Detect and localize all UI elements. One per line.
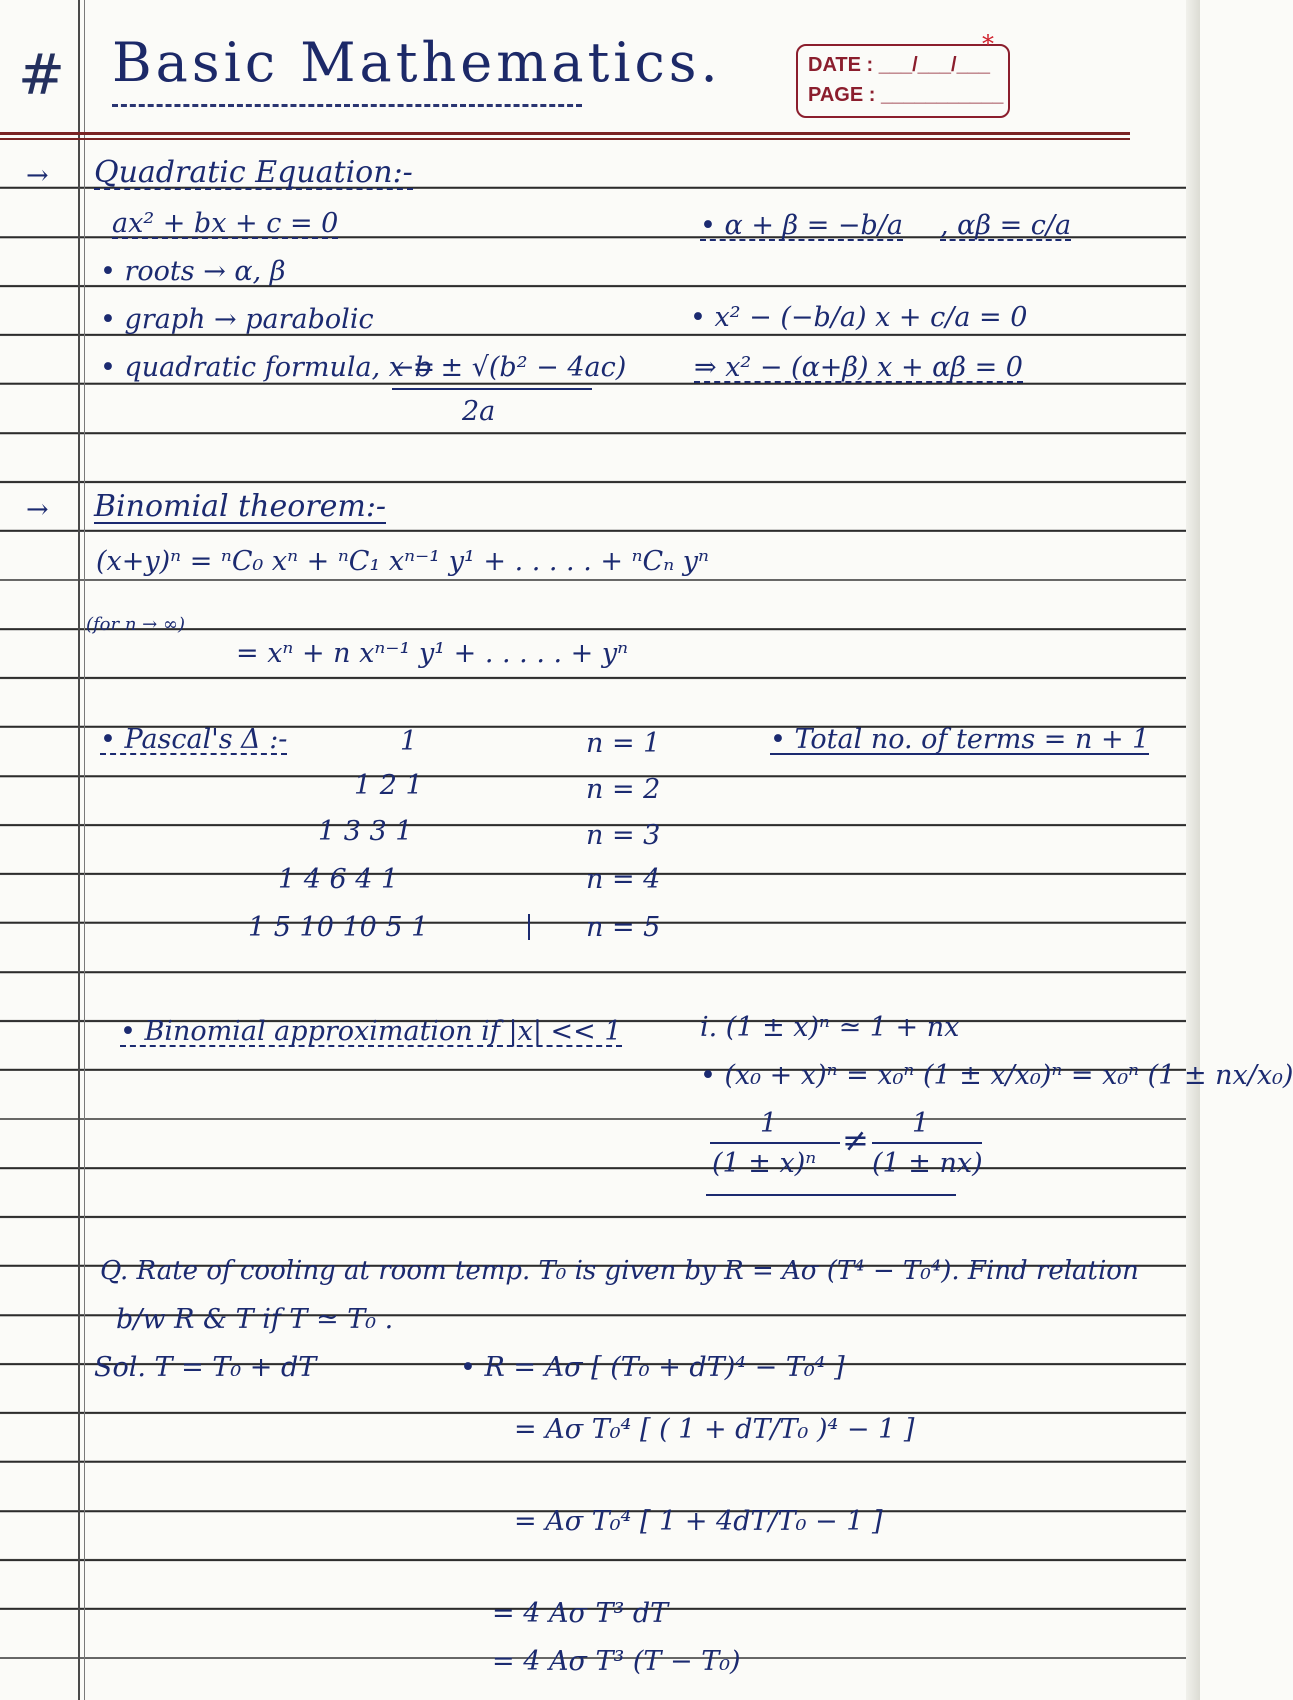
formed-equation-2: ⇒ x² − (α+β) x + αβ = 0 — [694, 352, 1023, 383]
pascal-n-value: n = 3 — [586, 820, 661, 851]
sum-of-roots: • α + β = −b/a — [700, 210, 904, 241]
binomial-side-note: (for n → ∞) — [86, 614, 185, 635]
roots-note: • roots → α, β — [100, 256, 286, 287]
question-line-1: Q. Rate of cooling at room temp. T₀ is given by R = Aσ (T⁴ − T₀⁴). Find relation — [100, 1256, 1139, 1286]
quadratic-formula-label: • quadratic formula, x = — [100, 352, 436, 383]
quadratic-equation: ax² + bx + c = 0 — [112, 208, 339, 239]
pascal-n-value: n = 2 — [586, 774, 661, 805]
pascal-row: 1 4 6 4 1 — [278, 864, 399, 895]
arrow-icon: → — [26, 494, 49, 525]
solution-label: Sol. T = T₀ + dT — [94, 1352, 317, 1383]
star-icon: * — [982, 30, 994, 58]
graph-note: • graph → parabolic — [100, 304, 374, 335]
formed-equation-1: • x² − (−b/a) x + c/a = 0 — [690, 302, 1028, 333]
pascal-n-value: n = 4 — [586, 864, 661, 895]
pascal-row: 1 5 10 10 5 1 — [248, 912, 429, 943]
approximation-eq-3-numerator: 1 — [760, 1108, 778, 1139]
quadratic-heading: Quadratic Equation:- — [94, 155, 413, 190]
quadratic-formula-numerator: −b ± √(b² − 4ac) — [392, 352, 627, 383]
binomial-heading: Binomial theorem:- — [94, 489, 387, 524]
solution-step-5: = 4 Aσ T³ (T − T₀) — [492, 1646, 741, 1677]
margin-line-inner — [84, 0, 85, 1700]
total-terms-note: • Total no. of terms = n + 1 — [770, 724, 1150, 755]
date-label: DATE : ___/___/___ — [808, 54, 990, 76]
fraction-bar — [392, 388, 592, 390]
fraction-bar — [710, 1142, 840, 1144]
arrow-icon: → — [26, 160, 49, 191]
pascal-n-value: n = 5 — [586, 912, 661, 943]
approximation-eq-3-denominator: (1 ± x)ⁿ — [712, 1148, 817, 1179]
pascal-row: 1 2 1 — [354, 770, 423, 801]
pascal-row: 1 3 3 1 — [318, 816, 413, 847]
question-line-2: b/w R & T if T ≃ T₀ . — [116, 1304, 394, 1335]
title-underline — [112, 104, 582, 107]
not-equal-sign: ≠ — [842, 1121, 869, 1159]
solution-step-2: = Aσ T₀⁴ [ ( 1 + dT/T₀ )⁴ − 1 ] — [514, 1414, 915, 1445]
page-label: PAGE : ___________ — [808, 84, 1004, 106]
pascal-arrow-line — [528, 914, 530, 940]
approximation-eq-1: i. (1 ± x)ⁿ ≃ 1 + nx — [700, 1012, 960, 1043]
approximation-eq-3-right-denominator: (1 ± nx) — [872, 1148, 983, 1179]
binomial-expansion: (x+y)ⁿ = ⁿC₀ xⁿ + ⁿC₁ xⁿ⁻¹ y¹ + . . . . . + ⁿCₙ yⁿ — [96, 546, 709, 577]
binomial-expansion-2: = xⁿ + n xⁿ⁻¹ y¹ + . . . . . + yⁿ — [236, 638, 629, 669]
solution-step-1: • R = Aσ [ (T₀ + dT)⁴ − T₀⁴ ] — [460, 1352, 845, 1383]
product-of-roots: , αβ = c/a — [940, 210, 1072, 241]
pascal-label: • Pascal's Δ :- — [100, 724, 288, 755]
approximation-eq-3-right-numerator: 1 — [912, 1108, 930, 1139]
approximation-label: • Binomial approximation if |x| << 1 — [120, 1016, 622, 1047]
pascal-n-value: n = 1 — [586, 728, 661, 759]
margin-line — [78, 0, 80, 1700]
page-title: Basic Mathematics. — [112, 31, 722, 94]
hash-symbol: # — [18, 43, 65, 108]
underline — [706, 1194, 956, 1196]
fraction-bar — [872, 1142, 982, 1144]
solution-step-4: = 4 Aσ T³ dT — [492, 1598, 669, 1629]
header-rule-secondary — [0, 138, 1130, 140]
header-rule — [0, 132, 1130, 135]
pascal-row: 1 — [400, 726, 418, 757]
approximation-eq-2: • (x₀ + x)ⁿ = x₀ⁿ (1 ± x/x₀)ⁿ = x₀ⁿ (1 ± nx/x₀) — [700, 1060, 1293, 1091]
quadratic-formula-denominator: 2a — [462, 396, 496, 427]
date-page-box — [796, 44, 1010, 118]
page-edge — [1186, 0, 1200, 1700]
solution-step-3: = Aσ T₀⁴ [ 1 + 4dT/T₀ − 1 ] — [514, 1506, 883, 1537]
